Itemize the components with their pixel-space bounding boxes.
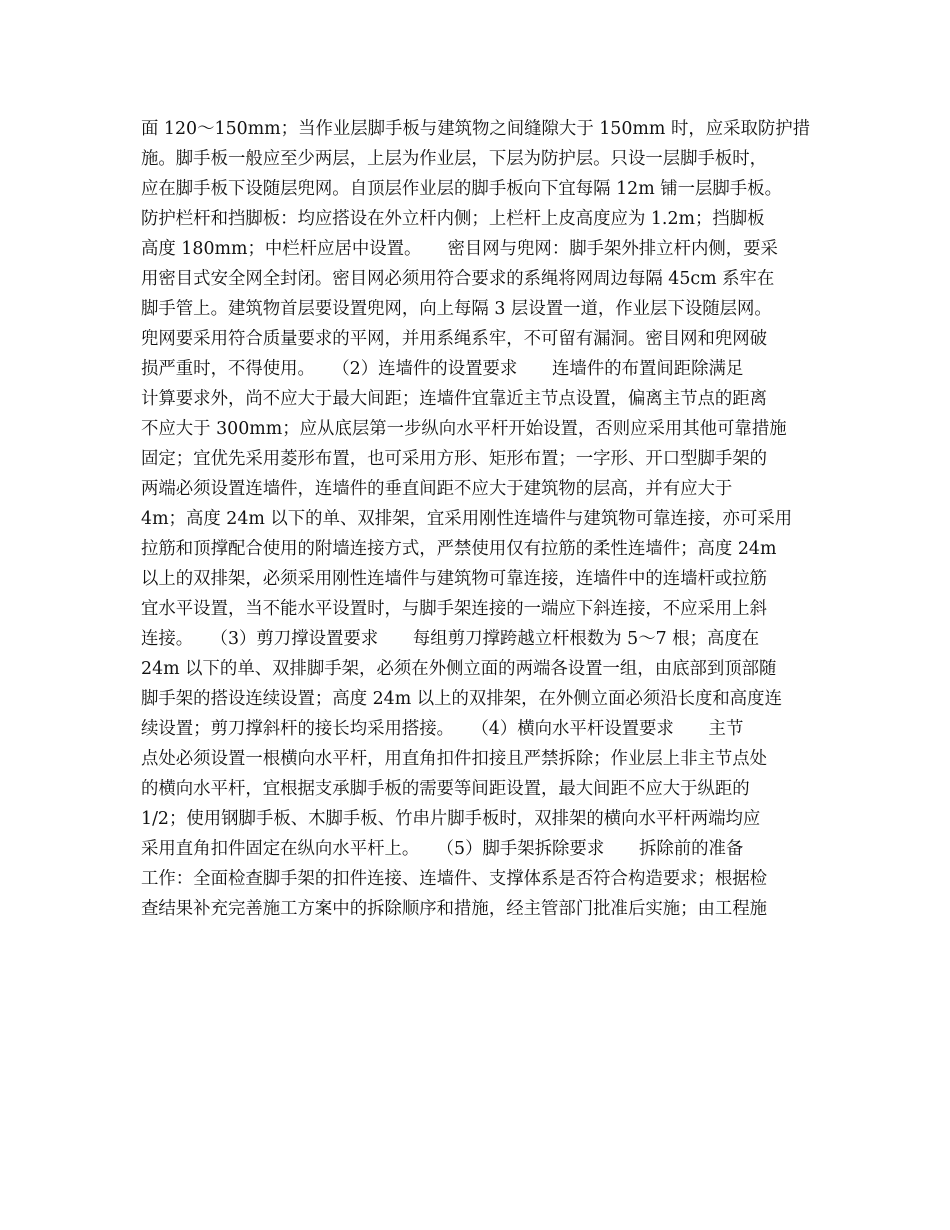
text-line: 脚手架的搭设连续设置；高度 24m 以上的双排架，在外侧立面必须沿长度和高度连 (141, 689, 782, 709)
text-line: 脚手管上。建筑物首层要设置兜网，向上每隔 3 层设置一道，作业层下设随层网。 (141, 299, 772, 319)
text-line: 续设置；剪刀撑斜杆的接长均采用搭接。 （4）横向水平杆设置要求 主节 (141, 719, 744, 739)
text-line: 连接。 （3）剪刀撑设置要求 每组剪刀撑跨越立杆根数为 5～7 根；高度在 (141, 629, 760, 649)
text-line: 高度 180mm；中栏杆应居中设置。 密目网与兜网：脚手架外排立杆内侧，要采 (141, 239, 778, 259)
text-line: 24m 以下的单、双排脚手架，必须在外侧立面的两端各设置一组，由底部到顶部随 (141, 659, 777, 679)
text-line: 不应大于 300mm；应从底层第一步纵向水平杆开始设置，否则应采用其他可靠措施 (141, 419, 787, 439)
text-line: 拉筋和顶撑配合使用的附墙连接方式，严禁使用仅有拉筋的柔性连墙件；高度 24m (141, 539, 777, 559)
text-line: 施。脚手板一般应至少两层，上层为作业层，下层为防护层。只设一层脚手板时， (141, 149, 768, 169)
text-line: 计算要求外，尚不应大于最大间距；连墙件宜靠近主节点设置，偏离主节点的距离 (141, 389, 768, 409)
text-line: 工作：全面检查脚手架的扣件连接、连墙件、支撑体系是否符合构造要求；根据检 (141, 869, 768, 889)
text-line: 点处必须设置一根横向水平杆，用直角扣件扣接且严禁拆除；作业层上非主节点处 (141, 749, 768, 769)
text-line: 用密目式安全网全封闭。密目网必须用符合要求的系绳将网周边每隔 45cm 系牢在 (141, 269, 775, 289)
text-line: 防护栏杆和挡脚板：均应搭设在外立杆内侧；上栏杆上皮高度应为 1.2m；挡脚板 (141, 209, 765, 229)
text-line: 宜水平设置，当不能水平设置时，与脚手架连接的一端应下斜连接，不应采用上斜 (141, 599, 768, 619)
text-line: 损严重时，不得使用。 （2）连墙件的设置要求 连墙件的布置间距除满足 (141, 359, 744, 379)
text-line: 4m；高度 24m 以下的单、双排架，宜采用刚性连墙件与建筑物可靠连接，亦可采用 (141, 509, 793, 529)
text-line: 采用直角扣件固定在纵向水平杆上。 （5）脚手架拆除要求 拆除前的准备 (141, 839, 744, 859)
text-line: 应在脚手板下设随层兜网。自顶层作业层的脚手板向下宜每隔 12m 铺一层脚手板。 (141, 179, 782, 199)
text-line: 以上的双排架，必须采用刚性连墙件与建筑物可靠连接，连墙件中的连墙杆或拉筋 (141, 569, 768, 589)
text-line: 的横向水平杆，宜根据支承脚手板的需要等间距设置，最大间距不应大于纵距的 (141, 779, 750, 799)
text-line: 1/2；使用钢脚手板、木脚手板、竹串片脚手板时，双排架的横向水平杆两端均应 (141, 809, 761, 829)
text-line: 兜网要采用符合质量要求的平网，并用系绳系牢，不可留有漏洞。密目网和兜网破 (141, 329, 768, 349)
text-line: 面 120～150mm；当作业层脚手板与建筑物之间缝隙大于 150mm 时，应采取防护措 (141, 119, 811, 139)
text-line: 两端必须设置连墙件，连墙件的垂直间距不应大于建筑物的层高，并有应大于 (141, 479, 733, 499)
body-text (141, 114, 831, 924)
text-line: 固定；宜优先采用菱形布置，也可采用方形、矩形布置；一字形、开口型脚手架的 (141, 449, 768, 469)
text-line: 查结果补充完善施工方案中的拆除顺序和措施，经主管部门批准后实施；由工程施 (141, 899, 768, 919)
